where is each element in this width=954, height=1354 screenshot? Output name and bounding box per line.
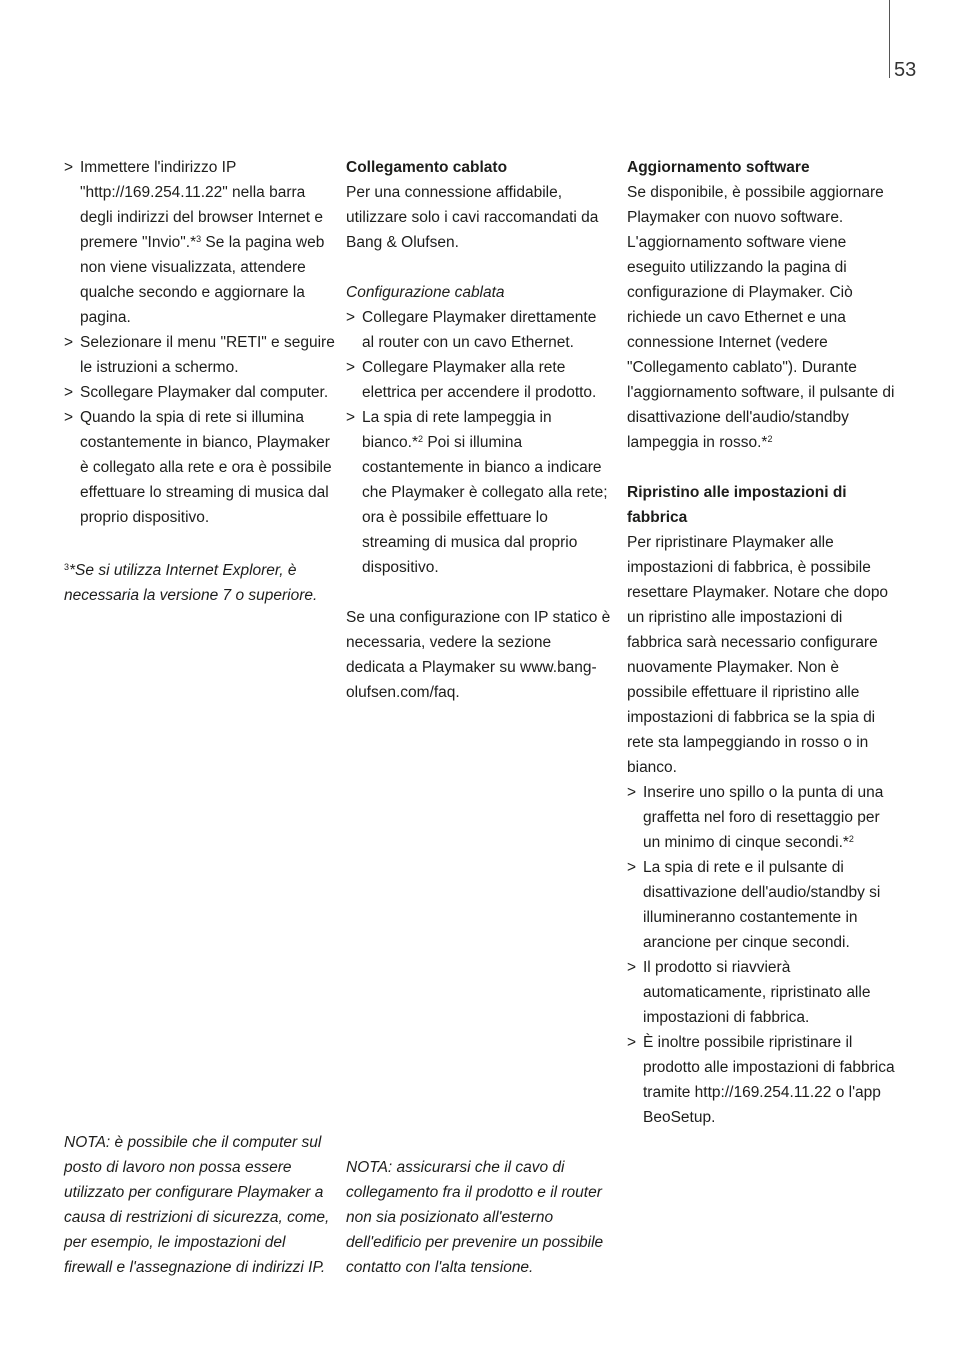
item-text-after: Se la pagina web non viene visualizzata, attendere qualche secondo e aggiornare la pagina.	[80, 234, 325, 326]
bullet-marker: >	[627, 959, 637, 976]
list-item	[64, 405, 336, 530]
footnote-ref: 2	[767, 434, 773, 444]
column-middle	[346, 155, 612, 705]
reset-text: Per ripristinare Playmaker alle impostazioni di fabbrica, è possibile resettare Playmaker. Notare che dopo un ripristino alle impostazioni di fabbrica sarà necessario configurare nuovamente Playmaker. Non è possibile effettuare il ripristino alle impostazioni di fabbrica se la spia di rete sta lampeggiando in rosso o in bianco.	[627, 534, 889, 776]
item-text: Quando la spia di rete si illumina costantemente in bianco, Playmaker è collegato alla rete e ora è possibile effettuare lo streaming di musica dal proprio dispositivo.	[80, 409, 332, 526]
bullet-marker: >	[346, 309, 356, 326]
footnote-number: 3	[64, 562, 70, 572]
bullet-marker: >	[64, 409, 74, 426]
update-body: Se disponibile, è possibile aggiornare Playmaker con nuovo software. L'aggiornamento software viene eseguito utilizzando la pagina di configurazione di Playmaker. Ciò richiede un cavo Ethernet e una connessione Internet (vedere "Collegamento cablato"). Durante l'aggiornamento software, il pulsante di disattivazione dell'audio/standby lampeggia in rosso.*	[627, 184, 895, 451]
item-text: Inserire uno spillo o la punta di una graffetta nel foro di resettaggio per un minimo di cinque secondi.*	[643, 784, 884, 851]
bullet-marker: >	[64, 159, 74, 176]
static-ip-text: Se una configurazione con IP statico è necessaria, vedere la sezione dedicata a Playmaker su www.bang-olufsen.com/faq.	[346, 609, 611, 701]
item-text: Scollegare Playmaker dal computer.	[80, 384, 329, 401]
list-item	[627, 1030, 897, 1130]
wired-setup-subheading: Configurazione cablata	[346, 284, 505, 301]
update-text	[627, 180, 897, 455]
section-heading-wired: Collegamento cablato	[346, 159, 508, 176]
bullet-marker: >	[627, 1034, 637, 1051]
list-item	[64, 155, 336, 330]
bullet-marker: >	[64, 384, 74, 401]
bullet-marker: >	[64, 334, 74, 351]
item-text: Immettere l'indirizzo IP "http://169.254.11.22" nella barra degli indirizzi del browser Internet e premere "Invio".*	[80, 159, 323, 251]
footnote-ref: 2	[418, 434, 424, 444]
list-item	[346, 405, 612, 580]
bullet-marker: >	[346, 359, 356, 376]
page-number: 53	[894, 59, 917, 81]
list-item	[64, 380, 336, 405]
bullet-marker: >	[627, 784, 637, 801]
item-text: Il prodotto si riavvierà automaticamente, ripristinato alle impostazioni di fabbrica.	[643, 959, 871, 1026]
section-heading-update: Aggiornamento software	[627, 159, 810, 176]
item-text: Collegare Playmaker alla rete elettrica per accendere il prodotto.	[362, 359, 597, 401]
list-item	[627, 955, 897, 1030]
footnote-ref: 3	[196, 234, 202, 244]
footnote-text: *Se si utilizza Internet Explorer, è necessaria la versione 7 o superiore.	[64, 562, 318, 604]
note-middle: NOTA: assicurarsi che il cavo di collegamento fra il prodotto e il router non sia posizionato all'esterno dell'edificio per prevenire un possibile contatto con l'alta tensione.	[346, 1159, 604, 1276]
page-rule	[889, 0, 890, 78]
column-right	[627, 155, 897, 1130]
list-item	[64, 330, 336, 380]
item-text-after: Poi si illumina costantemente in bianco a indicare che Playmaker è collegato alla rete; ora è possibile effettuare lo streaming di musica dal proprio dispositivo.	[362, 434, 608, 576]
list-item	[346, 355, 612, 405]
footnote	[64, 555, 336, 608]
item-text: Selezionare il menu "RETI" e seguire le istruzioni a schermo.	[80, 334, 335, 376]
item-text: Collegare Playmaker direttamente al router con un cavo Ethernet.	[362, 309, 597, 351]
bullet-marker: >	[346, 409, 356, 426]
item-text: La spia di rete lampeggia in bianco.*	[362, 409, 552, 451]
note-left: NOTA: è possibile che il computer sul posto di lavoro non possa essere utilizzato per configurare Playmaker a causa di restrizioni di sicurezza, come, per esempio, le impostazioni del firewall e l'assegnazione di indirizzi IP.	[64, 1134, 330, 1276]
item-text: È inoltre possibile ripristinare il prodotto alle impostazioni di fabbrica tramite http://169.254.11.22 o l'app BeoSetup.	[643, 1034, 895, 1126]
list-item	[346, 305, 612, 355]
section-heading-reset: Ripristino alle impostazioni di fabbrica	[627, 484, 847, 526]
bullet-marker: >	[627, 859, 637, 876]
item-text: La spia di rete e il pulsante di disattivazione dell'audio/standby si illumineranno costantemente in arancione per cinque secondi.	[643, 859, 881, 951]
wired-intro: Per una connessione affidabile, utilizzare solo i cavi raccomandati da Bang & Olufsen.	[346, 184, 599, 251]
footnote-ref: 2	[848, 834, 854, 844]
list-item	[627, 855, 897, 955]
column-left	[64, 155, 336, 608]
list-item	[627, 780, 897, 855]
